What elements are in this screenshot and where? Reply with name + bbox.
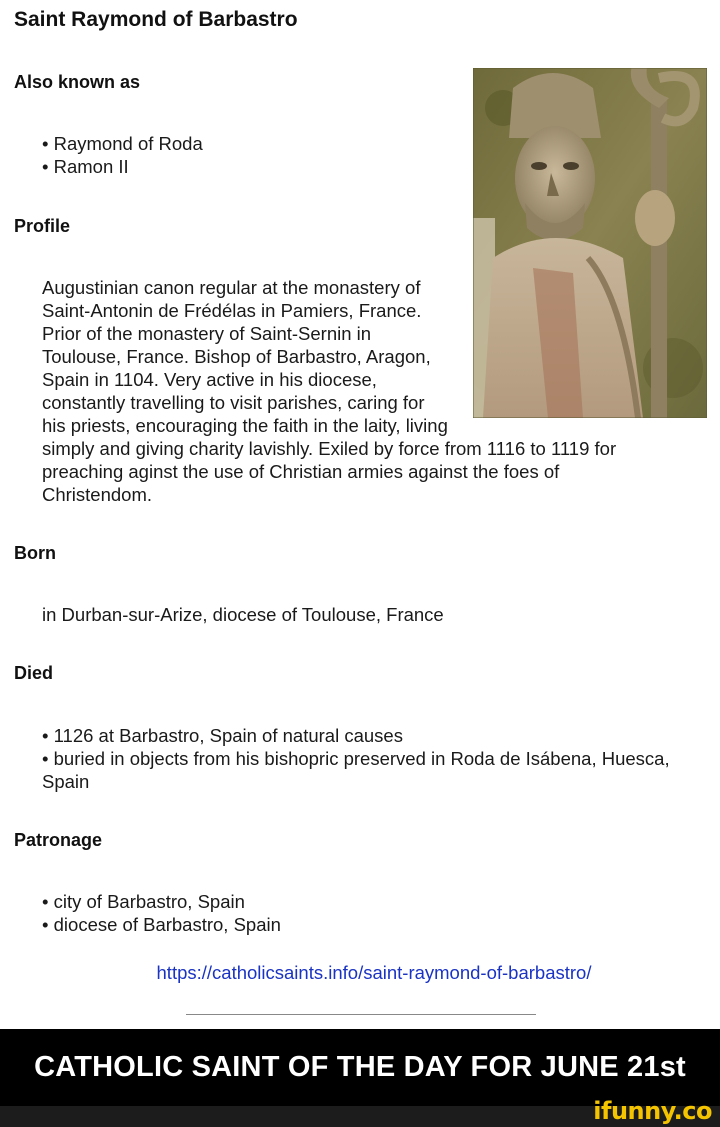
profile-line: his priests, encouraging the faith in the laity, living: [42, 415, 448, 436]
list-item: • Ramon II: [42, 155, 203, 178]
list-item: • Raymond of Roda: [42, 132, 203, 155]
profile-line: constantly travelling to visit parishes, caring for: [42, 392, 425, 413]
also-known-as-heading: Also known as: [14, 72, 141, 92]
list-item: • diocese of Barbastro, Spain: [42, 913, 281, 936]
caption-banner: CATHOLIC SAINT OF THE DAY FOR JUNE 21st: [0, 1029, 720, 1106]
patronage-list: [42, 890, 281, 936]
profile-heading: Profile: [14, 216, 71, 236]
profile-line: Augustinian canon regular at the monastery of: [42, 277, 421, 298]
source-link[interactable]: https://catholicsaints.info/saint-raymond-of-barbastro/: [156, 962, 592, 983]
page-title: Saint Raymond of Barbastro: [14, 8, 298, 31]
died-heading: Died: [14, 663, 54, 683]
divider: [186, 1014, 536, 1015]
born-text: in Durban-sur-Arize, diocese of Toulouse, France: [42, 604, 444, 625]
saint-portrait-image: [473, 68, 707, 418]
list-item: • buried in objects from his bishopric preserved in Roda de Isábena, Huesca,: [42, 747, 670, 770]
patronage-heading: Patronage: [14, 830, 103, 850]
ifunny-watermark: ifunny.co: [593, 1097, 712, 1125]
profile-line: Saint-Antonin de Frédélas in Pamiers, France.: [42, 300, 422, 321]
also-known-as-list: [42, 132, 203, 178]
list-item: • city of Barbastro, Spain: [42, 890, 281, 913]
profile-line: simply and giving charity lavishly. Exiled by force from 1116 to 1119 for: [42, 438, 617, 459]
profile-line: preaching aginst the use of Christian armies against the foes of: [42, 461, 560, 482]
profile-line: Spain in 1104. Very active in his diocese,: [42, 369, 377, 390]
profile-line: Prior of the monastery of Saint-Sernin in: [42, 323, 372, 344]
list-item: • 1126 at Barbastro, Spain of natural causes: [42, 724, 670, 747]
born-heading: Born: [14, 543, 56, 563]
died-list: [42, 724, 670, 770]
profile-line: Toulouse, France. Bishop of Barbastro, Aragon,: [42, 346, 431, 367]
profile-line: Christendom.: [42, 484, 153, 505]
died-continuation: Spain: [42, 771, 90, 792]
